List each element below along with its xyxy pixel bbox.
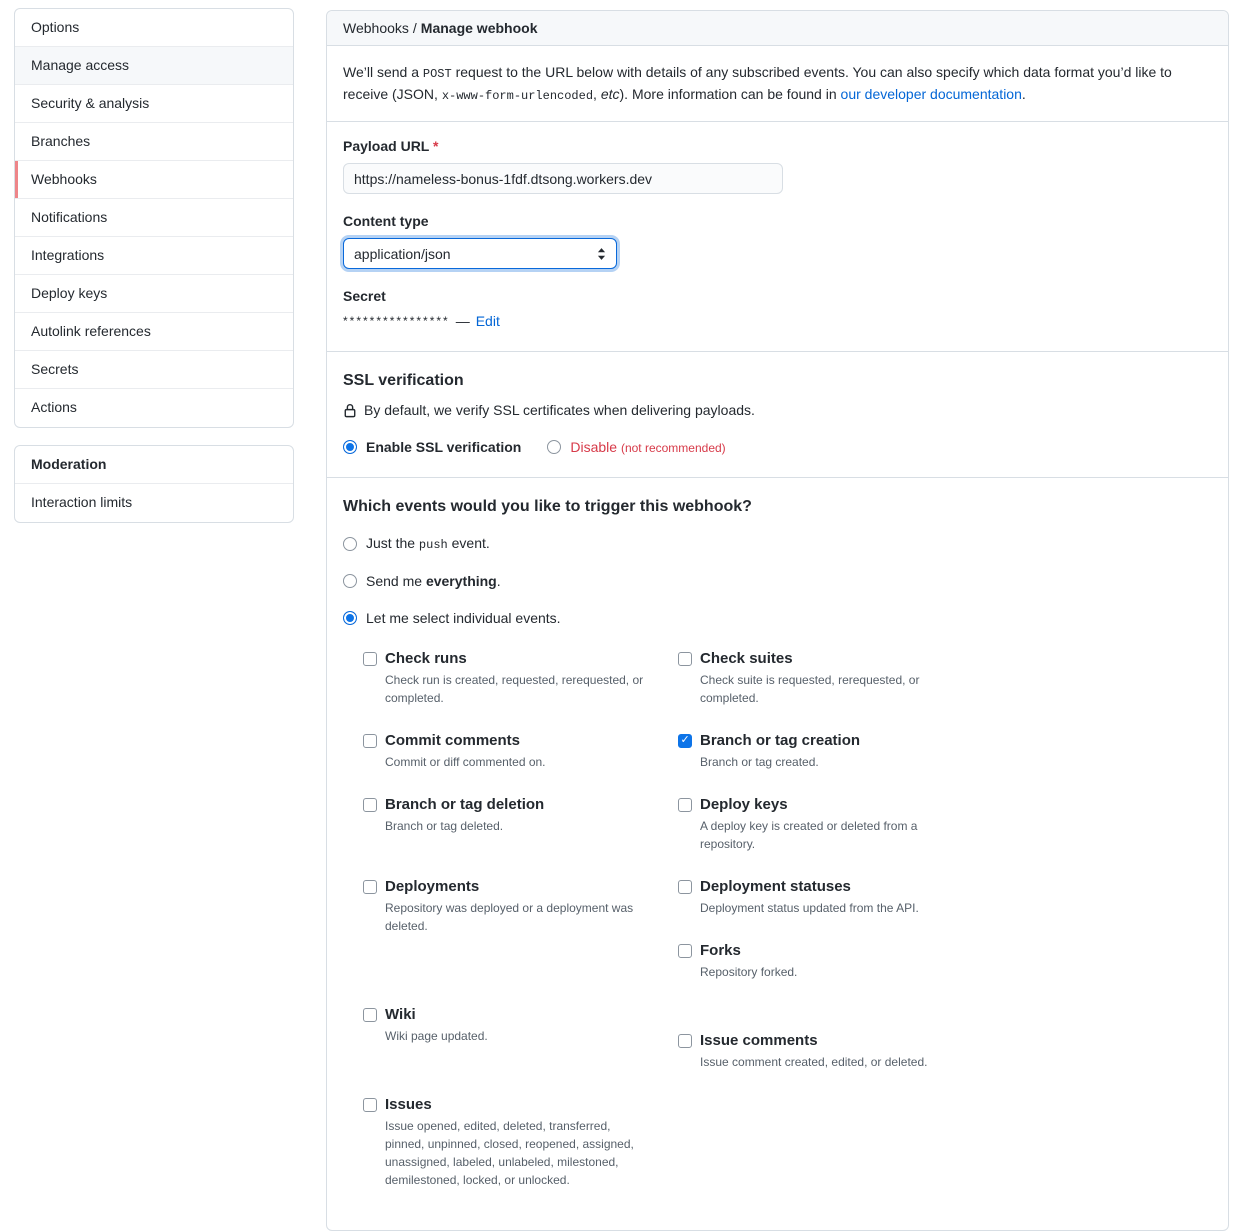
payload-url-input[interactable] bbox=[343, 163, 783, 194]
manage-webhook-panel bbox=[326, 10, 1229, 1231]
event-description: A deploy key is created or deleted from a repository. bbox=[700, 819, 918, 852]
event-title: Check suites bbox=[700, 650, 793, 668]
send-everything-option[interactable]: Send me everything. bbox=[343, 573, 1212, 589]
content-type-select[interactable] bbox=[343, 238, 617, 269]
event-description: Check suite is requested, rerequested, or completed. bbox=[700, 673, 920, 706]
sidebar-item-options[interactable]: Options bbox=[15, 9, 293, 47]
commit-comments-checkbox[interactable] bbox=[363, 734, 377, 748]
sidebar-item-integrations[interactable]: Integrations bbox=[15, 237, 293, 275]
post-code: POST bbox=[422, 67, 452, 81]
event-description: Issue comment created, edited, or deleted. bbox=[700, 1055, 928, 1070]
issue-comments-checkbox[interactable] bbox=[678, 1034, 692, 1048]
required-asterisk: * bbox=[433, 138, 439, 155]
settings-nav bbox=[14, 8, 294, 428]
event-title: Deploy keys bbox=[700, 796, 788, 814]
webhook-intro bbox=[327, 46, 1228, 122]
event-item-wiki bbox=[363, 1006, 678, 1045]
event-title: Wiki bbox=[385, 1006, 416, 1024]
branch-or-tag-creation-checkbox[interactable] bbox=[678, 734, 692, 748]
ssl-verification-section bbox=[327, 352, 1228, 478]
send-everything-radio[interactable] bbox=[343, 574, 357, 588]
event-item-commit-comments bbox=[363, 732, 678, 771]
sidebar-item-security-analysis[interactable]: Security & analysis bbox=[15, 85, 293, 123]
secret-label: Secret bbox=[343, 288, 386, 305]
event-item-forks bbox=[678, 942, 993, 981]
webhook-form-section bbox=[327, 122, 1228, 352]
individual-events-radio[interactable] bbox=[343, 611, 357, 625]
events-question: Which events would you like to trigger this webhook? bbox=[343, 498, 752, 516]
etc-italic: etc bbox=[600, 85, 620, 102]
event-title: Deployments bbox=[385, 878, 480, 896]
disable-ssl-option[interactable]: Disable (not recommended) bbox=[547, 439, 725, 455]
disable-ssl-radio[interactable] bbox=[547, 440, 561, 454]
secret-field-group bbox=[343, 288, 1212, 329]
event-title: Issues bbox=[385, 1096, 432, 1114]
moderation-header: Moderation bbox=[15, 446, 293, 484]
sidebar-item-manage-access[interactable]: Manage access bbox=[15, 47, 293, 85]
event-title: Commit comments bbox=[385, 732, 521, 750]
sidebar-item-deploy-keys[interactable]: Deploy keys bbox=[15, 275, 293, 313]
event-description: Branch or tag created. bbox=[700, 755, 819, 770]
deploy-keys-checkbox[interactable] bbox=[678, 798, 692, 812]
sidebar-item-secrets[interactable]: Secrets bbox=[15, 351, 293, 389]
event-title: Issue comments bbox=[700, 1032, 818, 1050]
event-description: Commit or diff commented on. bbox=[385, 755, 546, 770]
intro-text: We’ll send a POST request to the URL below with details of any subscribed events. You can also specify which data format you’d like to receive (JSON, x-www-form-urlencoded, etc). More information can be found in our developer documentation. bbox=[343, 64, 1172, 103]
content-type-field-group bbox=[343, 213, 1212, 269]
event-title: Deployment statuses bbox=[700, 878, 851, 896]
sidebar-item-webhooks[interactable]: Webhooks bbox=[15, 161, 293, 199]
event-item-check-runs bbox=[363, 650, 678, 707]
event-item-issue-comments bbox=[678, 1032, 993, 1071]
just-push-radio[interactable] bbox=[343, 537, 357, 551]
event-item-deployment-statuses bbox=[678, 878, 993, 917]
event-title: Branch or tag deletion bbox=[385, 796, 545, 814]
event-item-branch-or-tag-creation bbox=[678, 732, 993, 771]
just-push-option[interactable]: Just the push event. bbox=[343, 535, 1212, 552]
sidebar-item-notifications[interactable]: Notifications bbox=[15, 199, 293, 237]
content-type-value: application/json bbox=[354, 245, 451, 262]
payload-url-label: Payload URL * bbox=[343, 138, 439, 155]
content-type-label: Content type bbox=[343, 213, 429, 230]
wiki-checkbox[interactable] bbox=[363, 1008, 377, 1022]
deployments-checkbox[interactable] bbox=[363, 880, 377, 894]
ssl-section-title: SSL verification bbox=[343, 372, 464, 390]
settings-sidebar bbox=[14, 8, 294, 540]
event-title: Branch or tag creation bbox=[700, 732, 861, 750]
event-item-check-suites bbox=[678, 650, 993, 707]
urlencoded-code: x-www-form-urlencoded bbox=[441, 88, 594, 103]
issues-checkbox[interactable] bbox=[363, 1098, 377, 1112]
forks-checkbox[interactable] bbox=[678, 944, 692, 958]
check-suites-checkbox[interactable] bbox=[678, 652, 692, 666]
event-description: Repository was deployed or a deployment was deleted. bbox=[385, 901, 634, 934]
breadcrumb-webhooks-link[interactable]: Webhooks bbox=[343, 20, 409, 36]
event-item-issues bbox=[363, 1096, 678, 1189]
sidebar-item-actions[interactable]: Actions bbox=[31, 399, 77, 415]
deployment-statuses-checkbox[interactable] bbox=[678, 880, 692, 894]
check-runs-checkbox[interactable] bbox=[363, 652, 377, 666]
event-description: Repository forked. bbox=[700, 965, 798, 980]
ssl-description: By default, we verify SSL certificates when delivering payloads. bbox=[364, 402, 755, 419]
sidebar-item-autolink-references[interactable]: Autolink references bbox=[15, 313, 293, 351]
event-item-deploy-keys bbox=[678, 796, 993, 853]
breadcrumb-separator: / bbox=[412, 20, 417, 36]
event-description: Issue opened, edited, deleted, transferred, pinned, unpinned, closed, reopened, assigned, unassigned, labeled, unlabeled, milestoned, demilestoned, locked, or unlocked. bbox=[385, 1119, 634, 1188]
secret-edit-link[interactable]: Edit bbox=[475, 313, 500, 330]
select-arrows-icon bbox=[597, 248, 606, 260]
event-item-branch-or-tag-deletion bbox=[363, 796, 678, 835]
payload-url-field-group bbox=[343, 138, 1212, 194]
event-description: Check run is created, requested, rerequested, or completed. bbox=[385, 673, 644, 706]
enable-ssl-option[interactable]: Enable SSL verification bbox=[343, 439, 521, 455]
enable-ssl-radio[interactable] bbox=[343, 440, 357, 454]
breadcrumb bbox=[327, 11, 1228, 46]
disable-ssl-note: (not recommended) bbox=[620, 441, 726, 456]
event-item-deployments bbox=[363, 878, 678, 935]
event-description: Deployment status updated from the API. bbox=[700, 901, 919, 916]
sidebar-item-interaction-limits[interactable]: Interaction limits bbox=[31, 494, 133, 510]
event-description: Wiki page updated. bbox=[385, 1029, 488, 1044]
events-section bbox=[327, 478, 1228, 1230]
event-description: Branch or tag deleted. bbox=[385, 819, 504, 834]
push-code: push bbox=[418, 538, 448, 553]
secret-separator: — bbox=[455, 313, 470, 330]
page-title: Manage webhook bbox=[420, 20, 538, 36]
secret-masked-value: **************** bbox=[343, 314, 450, 329]
sidebar-item-branches[interactable]: Branches bbox=[15, 123, 293, 161]
event-title: Check runs bbox=[385, 650, 467, 668]
individual-events-option[interactable]: Let me select individual events. bbox=[343, 610, 1212, 626]
moderation-nav bbox=[14, 445, 294, 523]
events-grid bbox=[363, 650, 993, 1214]
branch-or-tag-deletion-checkbox[interactable] bbox=[363, 798, 377, 812]
lock-icon bbox=[343, 403, 357, 418]
developer-documentation-link[interactable]: our developer documentation bbox=[840, 85, 1022, 102]
event-title: Forks bbox=[700, 942, 741, 960]
